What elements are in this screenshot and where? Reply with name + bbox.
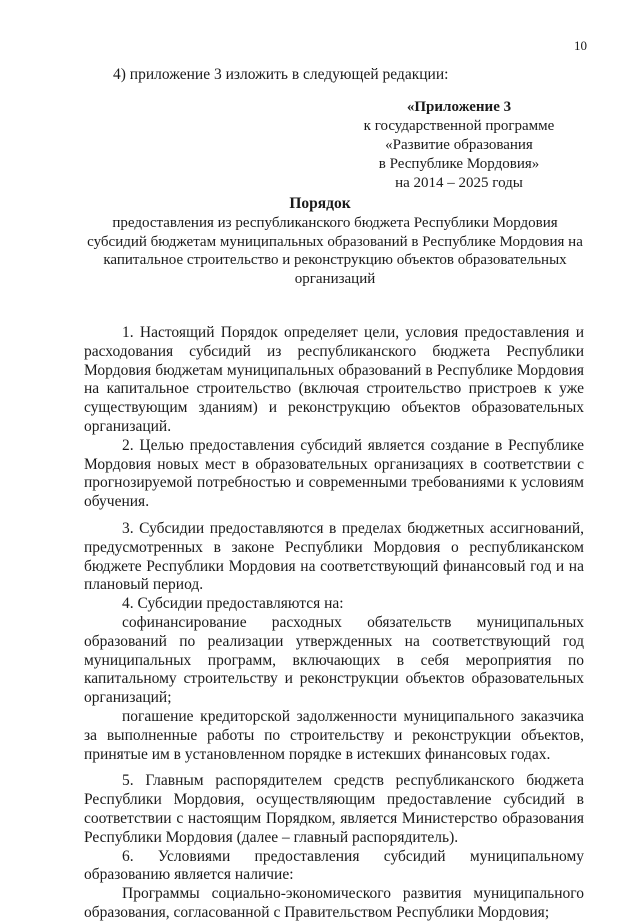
paragraph: софинансирование расходных обязательств муниципальных образований по реализации утвержденных на соответствующий год муниципальных программ, включающих в себя мероприятия по капитальному строительству и реконструкции объектов образовательных организаций; [84, 613, 584, 707]
document-body [84, 316, 584, 923]
appendix-line: на 2014 – 2025 годы [395, 175, 523, 191]
page-number: 10 [574, 38, 587, 53]
intro-line: 4) приложение 3 изложить в следующей редакции: [113, 66, 449, 83]
appendix-header [326, 98, 592, 193]
paragraph: 5. Главным распорядителем средств республиканского бюджета Республики Мордовия, осуществляющим предоставление субсидий в соответствии с настоящим Порядком, является Министерство образования Республики Мордовия (далее – главный распорядитель). [84, 772, 584, 846]
paragraph: 2. Целью предоставления субсидий является создание в Республике Мордовия новых мест в образовательных организациях в соответствии с прогнозируемой потребностью и современными требованиями к условиям обучения. [84, 436, 584, 511]
appendix-line: в Республике Мордовия» [378, 156, 540, 172]
appendix-line: к государственной программе [363, 118, 555, 134]
paragraph: Программы социально-экономического развития муниципального образования, согласованной с Правительством Республики Мордовия; [84, 885, 584, 921]
paragraph: 4. Субсидии предоставляются на: [122, 595, 344, 613]
document-subheading: предоставления из республиканского бюджета Республики Мордовия субсидий бюджетам муниципальных образований в Республике Мордовия на капитальное строительство и реконструкцию объектов образовательных организаций [87, 215, 583, 287]
paragraph: 6. Условиями предоставления субсидий муниципальному образованию является наличие: [84, 847, 584, 884]
appendix-title: «Приложение 3 [406, 99, 512, 115]
appendix-line: «Развитие образования [385, 137, 533, 153]
paragraph: 3. Субсидии предоставляются в пределах бюджетных ассигнований, предусмотренных в законе Республики Мордовия о республиканском бюджете Республики Мордовия на соответствующий финансовый год и на плановый период. [84, 519, 584, 594]
document-heading: Порядок [289, 195, 351, 212]
paragraph: 1. Настоящий Порядок определяет цели, условия предоставления и расходования субсидий из республиканского бюджета Республики Мордовия бюджетам муниципальных образований в Республике Мордовия на капитальное строительство (включая строительство пристроев к уже существующим зданиям) и реконструкцию объектов образовательных организаций. [84, 324, 584, 435]
paragraph: погашение кредиторской задолженности муниципального заказчика за выполненные работы по строительству и реконструкции объектов, принятые им в установленном порядке в истекших финансовых годах. [84, 707, 584, 763]
